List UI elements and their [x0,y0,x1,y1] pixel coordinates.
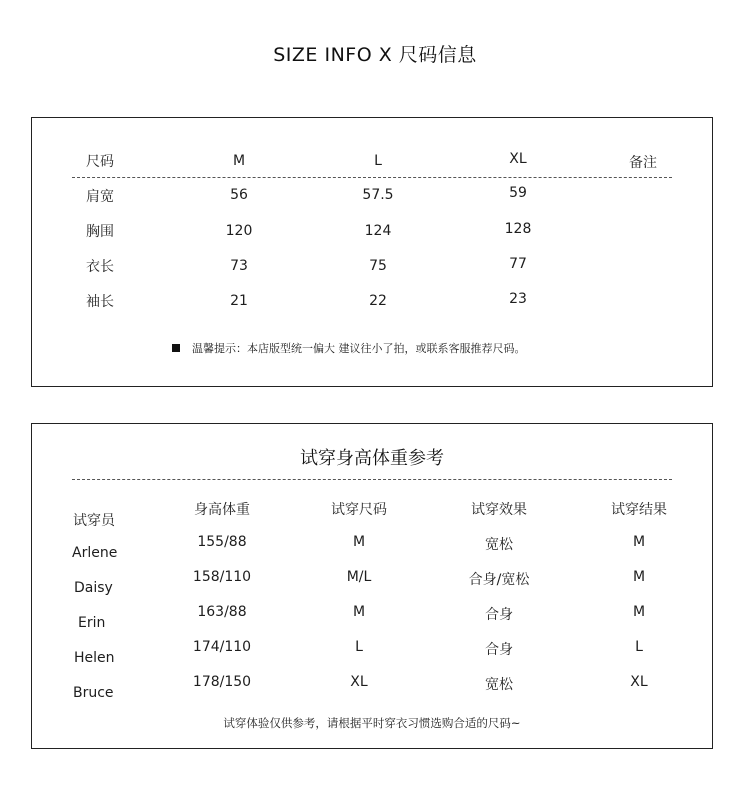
row-label-sleeve: 袖长 [86,294,114,310]
table-cell: 75 [369,258,387,274]
row-label-shoulder: 肩宽 [86,189,114,205]
page-title: SIZE INFO X 尺码信息 [273,44,477,66]
table-cell: M/L [346,569,372,585]
table-cell: M [352,604,366,620]
table-cell: 158/110 [192,569,252,585]
table-cell: 21 [230,293,248,309]
header-l: L [374,153,382,169]
bullet-square-icon [172,344,180,352]
trial-title-divider [72,479,672,480]
table-cell: L [355,639,363,655]
table-cell: 合身 [485,607,513,623]
table-cell: M [632,534,646,550]
header-xl: XL [509,151,527,167]
table-cell: 155/88 [197,534,247,550]
table-cell: 合身 [485,642,513,658]
header-trial-result: 试穿结果 [611,502,667,518]
size-note [172,340,526,356]
tester-name: Arlene [72,545,118,561]
table-cell: M [352,534,366,550]
table-cell: 73 [230,258,248,274]
trial-table-title: 试穿身高体重参考 [300,448,444,469]
table-cell: 宽松 [485,537,513,553]
table-cell: 23 [509,291,527,307]
header-remark: 备注 [629,155,657,171]
table-cell: XL [630,674,648,690]
header-size: 尺码 [86,154,114,170]
table-cell: XL [350,674,368,690]
table-cell: 178/150 [192,674,252,690]
table-cell: M [632,569,646,585]
size-info-panel [31,117,713,387]
tester-name: Erin [78,615,106,631]
table-cell: 59 [509,185,527,201]
table-cell: 宽松 [485,677,513,693]
table-cell: 77 [509,256,527,272]
table-cell: 120 [225,223,253,239]
header-height-weight: 身高体重 [194,502,250,518]
size-note-text: 温馨提示：本店版型统一偏大 建议往小了拍，或联系客服推荐尺码。 [192,342,526,355]
row-label-chest: 胸围 [86,224,114,240]
header-m: M [232,153,246,169]
header-divider [72,177,672,178]
trial-reference-panel [31,423,713,749]
table-cell: 合身/宽松 [468,572,530,588]
table-cell: M [632,604,646,620]
tester-name: Daisy [74,580,113,596]
header-trial-effect: 试穿效果 [471,502,527,518]
table-cell: L [635,639,643,655]
trial-note: 试穿体验仅供参考，请根据平时穿衣习惯选购合适的尺码~ [223,716,521,730]
tester-name: Bruce [73,685,114,701]
table-cell: 174/110 [192,639,252,655]
table-cell: 128 [504,221,532,237]
tester-name: Helen [74,650,115,666]
table-cell: 22 [369,293,387,309]
table-cell: 124 [364,223,392,239]
table-cell: 56 [230,187,248,203]
header-trial-size: 试穿尺码 [331,502,387,518]
row-label-length: 衣长 [86,259,114,275]
table-cell: 57.5 [362,187,394,203]
table-cell: 163/88 [197,604,247,620]
header-tester: 试穿员 [73,513,115,529]
